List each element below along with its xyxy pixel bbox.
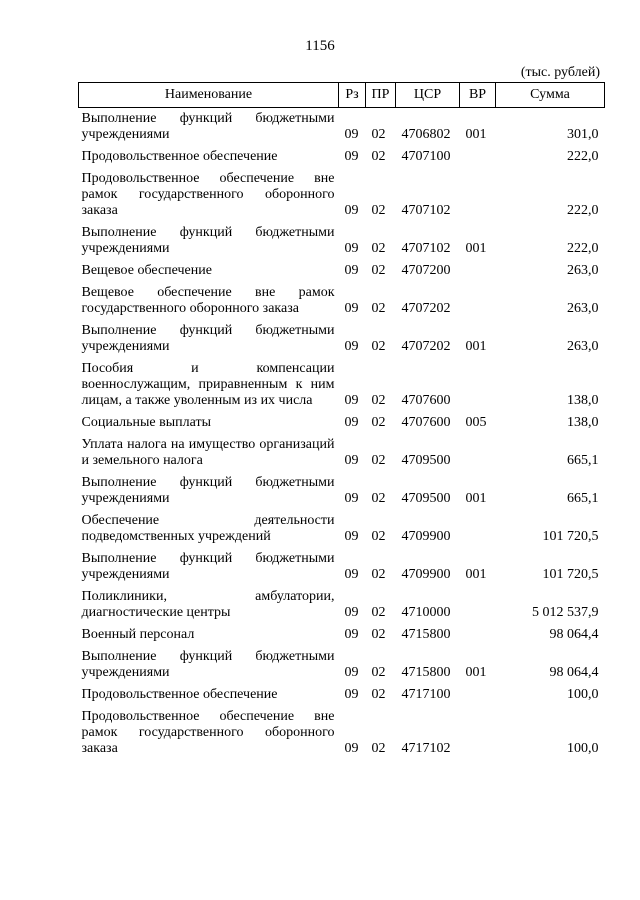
row-pr: 02	[371, 263, 386, 278]
table-row	[79, 260, 605, 282]
row-pr: 02	[371, 393, 386, 408]
table-row	[79, 358, 605, 412]
table-row	[79, 586, 605, 624]
row-vr	[460, 684, 496, 706]
row-sum: 301,0	[567, 127, 599, 142]
row-name: Военный персонал	[81, 627, 195, 642]
table-row	[79, 146, 605, 168]
row-sum: 5 012 537,9	[532, 605, 599, 620]
row-csr: 4707200	[401, 263, 451, 278]
row-rz: 09	[344, 127, 359, 142]
row-rz: 09	[344, 453, 359, 468]
row-name: Выполнение функций бюджетными учреждениями	[81, 111, 335, 142]
row-rz: 09	[344, 263, 359, 278]
row-csr: 4706802	[401, 127, 451, 142]
row-name: Выполнение функций бюджетными учреждениями	[81, 649, 335, 680]
row-rz: 09	[344, 301, 359, 316]
row-sum: 263,0	[567, 301, 599, 316]
row-rz: 09	[344, 393, 359, 408]
row-name: Выполнение функций бюджетными учреждениями	[81, 225, 335, 256]
row-csr: 4709500	[401, 453, 451, 468]
row-rz: 09	[344, 491, 359, 506]
row-vr: 001	[465, 339, 487, 354]
row-rz: 09	[344, 627, 359, 642]
table-row	[79, 320, 605, 358]
row-name: Выполнение функций бюджетными учреждениями	[81, 475, 335, 506]
row-csr: 4707202	[401, 301, 451, 316]
row-vr	[460, 146, 496, 168]
row-pr: 02	[371, 453, 386, 468]
row-pr: 02	[371, 741, 386, 756]
row-pr: 02	[371, 241, 386, 256]
row-name: Уплата налога на имущество организаций и земельного налога	[81, 437, 335, 468]
row-name: Обеспечение деятельности подведомственных учреждений	[81, 513, 335, 544]
row-vr	[460, 282, 496, 320]
row-rz: 09	[344, 415, 359, 430]
row-pr: 02	[371, 203, 386, 218]
table-row	[79, 222, 605, 260]
row-rz: 09	[344, 741, 359, 756]
row-sum: 665,1	[567, 491, 599, 506]
row-sum: 263,0	[567, 263, 599, 278]
row-name: Продовольственное обеспечение	[81, 149, 278, 164]
row-name: Социальные выплаты	[81, 415, 212, 430]
row-rz: 09	[344, 529, 359, 544]
units-label: (тыс. рублей)	[520, 65, 600, 80]
row-pr: 02	[371, 415, 386, 430]
row-sum: 222,0	[567, 149, 599, 164]
row-name: Продовольственное обеспечение вне рамок государственного оборонного заказа	[81, 171, 335, 218]
row-name: Вещевое обеспечение	[81, 263, 212, 278]
header-csr: ЦСР	[396, 83, 460, 108]
row-vr: 001	[465, 665, 487, 680]
row-csr: 4707202	[401, 339, 451, 354]
row-vr: 005	[465, 415, 487, 430]
row-sum: 263,0	[567, 339, 599, 354]
table-row	[79, 282, 605, 320]
row-vr	[460, 624, 496, 646]
row-sum: 100,0	[567, 741, 599, 756]
table-row	[79, 684, 605, 706]
budget-table	[78, 82, 605, 760]
header-vr: ВР	[460, 83, 496, 108]
row-csr: 4707102	[401, 241, 451, 256]
row-csr: 4715800	[401, 665, 451, 680]
row-sum: 222,0	[567, 203, 599, 218]
row-rz: 09	[344, 339, 359, 354]
row-vr	[460, 434, 496, 472]
row-rz: 09	[344, 567, 359, 582]
row-csr: 4709500	[401, 491, 451, 506]
row-sum: 98 064,4	[549, 627, 599, 642]
page-number: 1156	[305, 38, 335, 54]
row-vr	[460, 510, 496, 548]
row-vr	[460, 706, 496, 760]
row-name: Выполнение функций бюджетными учреждениями	[81, 323, 335, 354]
header-name: Наименование	[79, 83, 339, 108]
row-csr: 4707600	[401, 393, 451, 408]
row-rz: 09	[344, 241, 359, 256]
row-csr: 4709900	[401, 529, 451, 544]
row-pr: 02	[371, 605, 386, 620]
row-csr: 4717102	[401, 741, 451, 756]
row-csr: 4707600	[401, 415, 451, 430]
table-row	[79, 472, 605, 510]
row-rz: 09	[344, 203, 359, 218]
row-vr	[460, 260, 496, 282]
header-pr: ПР	[366, 83, 396, 108]
row-csr: 4707100	[401, 149, 451, 164]
row-name: Пособия и компенсации военнослужащим, приравненным к ним лицам, а также уволенным из их числа	[81, 361, 335, 408]
row-vr: 001	[465, 241, 487, 256]
row-csr: 4717100	[401, 687, 451, 702]
table-row	[79, 168, 605, 222]
row-pr: 02	[371, 339, 386, 354]
row-name: Выполнение функций бюджетными учреждениями	[81, 551, 335, 582]
row-sum: 101 720,5	[542, 567, 599, 582]
row-vr: 001	[465, 127, 487, 142]
row-name: Поликлиники, амбулатории, диагностические центры	[81, 589, 335, 620]
row-sum: 98 064,4	[549, 665, 599, 680]
row-pr: 02	[371, 567, 386, 582]
row-pr: 02	[371, 687, 386, 702]
table-row	[79, 706, 605, 760]
table-row	[79, 510, 605, 548]
table-row	[79, 624, 605, 646]
row-sum: 101 720,5	[542, 529, 599, 544]
row-vr: 001	[465, 491, 487, 506]
row-sum: 222,0	[567, 241, 599, 256]
row-vr	[460, 168, 496, 222]
row-pr: 02	[371, 665, 386, 680]
row-sum: 100,0	[567, 687, 599, 702]
row-csr: 4710000	[401, 605, 451, 620]
row-vr: 001	[465, 567, 487, 582]
row-pr: 02	[371, 529, 386, 544]
row-sum: 665,1	[567, 453, 599, 468]
row-csr: 4709900	[401, 567, 451, 582]
row-pr: 02	[371, 149, 386, 164]
row-pr: 02	[371, 491, 386, 506]
row-rz: 09	[344, 605, 359, 620]
table-row	[79, 646, 605, 684]
table-row	[79, 548, 605, 586]
row-name: Продовольственное обеспечение	[81, 687, 278, 702]
table-row	[79, 108, 605, 147]
row-pr: 02	[371, 301, 386, 316]
row-csr: 4715800	[401, 627, 451, 642]
row-sum: 138,0	[567, 393, 599, 408]
row-sum: 138,0	[567, 415, 599, 430]
table-row	[79, 412, 605, 434]
row-vr	[460, 358, 496, 412]
row-vr	[460, 586, 496, 624]
row-pr: 02	[371, 627, 386, 642]
row-name: Продовольственное обеспечение вне рамок государственного оборонного заказа	[81, 709, 335, 756]
row-pr: 02	[371, 127, 386, 142]
row-csr: 4707102	[401, 203, 451, 218]
row-name: Вещевое обеспечение вне рамок государственного оборонного заказа	[81, 285, 335, 316]
header-sum: Сумма	[496, 83, 605, 108]
table-row	[79, 434, 605, 472]
table-header-row	[79, 83, 605, 108]
row-rz: 09	[344, 665, 359, 680]
header-rz: Рз	[339, 83, 366, 108]
row-rz: 09	[344, 687, 359, 702]
row-rz: 09	[344, 149, 359, 164]
